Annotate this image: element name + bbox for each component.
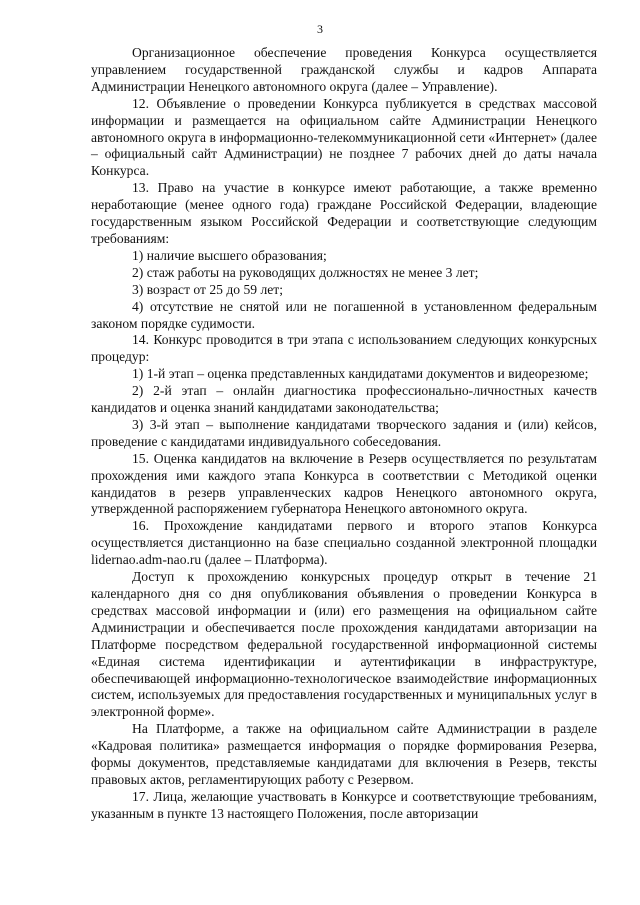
document-body	[91, 45, 597, 823]
paragraph-access: Доступ к прохождению конкурсных процедур открыт в течение 21 календарного дня со дня опубликования объявления о проведении Конкурса в средствах массовой информации и (или) его размещения на официальном сайте Администрации и обеспечивается после прохождения кандидатами авторизации на Платформе посредством федеральной государственной информационной системы «Единая система идентификации и аутентификации в инфраструктуре, обеспечивающей информационно-технологическое взаимодействие информационных систем, используемых для предоставления государственных и муниципальных услуг в электронной форме».	[91, 569, 597, 720]
paragraph-14-stages: 14. Конкурс проводится в три этапа с использованием следующих конкурсных процедур:	[91, 332, 597, 365]
requirement-item-3: 3) возраст от 25 до 59 лет;	[132, 281, 284, 297]
paragraph-organization: Организационное обеспечение проведения Конкурса осуществляется управлением государственной гражданской службы и кадров Аппарата Администрации Ненецкого автономного округа (далее – Управление).	[91, 45, 597, 94]
paragraph-17-applicants: 17. Лица, желающие участвовать в Конкурсе и соответствующие требованиям, указанным в пункте 13 настоящего Положения, после авторизации	[91, 788, 597, 821]
requirement-item-1: 1) наличие высшего образования;	[132, 247, 327, 263]
page-number: 3	[317, 22, 323, 36]
paragraph-13-eligibility: 13. Право на участие в конкурсе имеют работающие, а также временно неработающие (менее одного года) граждане Российской Федерации, владеющие государственным языком Российской Федерации и соответствующие следующим требованиям:	[91, 180, 597, 246]
stage-item-1: 1) 1-й этап – оценка представленных кандидатами документов и видеорезюме;	[132, 366, 589, 382]
paragraph-platform-info: На Платформе, а также на официальном сайте Администрации в разделе «Кадровая политика» размещается информация о порядке формирования Резерва, формы документов, представляемые кандидатами для включения в Резерв, тексты правовых актов, регламентирующих работу с Резервом.	[91, 721, 597, 787]
paragraph-16-platform: 16. Прохождение кандидатами первого и второго этапов Конкурса осуществляется дистанционно на базе специально созданной электронной площадки lidernao.adm-nao.ru (далее – Платформа).	[91, 518, 597, 568]
requirement-item-2: 2) стаж работы на руководящих должностях не менее 3 лет;	[132, 264, 479, 280]
paragraph-12-announcement: 12. Объявление о проведении Конкурса публикуется в средствах массовой информации и размещается на официальном сайте Администрации Ненецкого автономного округа в информационно-телекоммуникационной сети «Интернет» (далее – официальный сайт Администрации) не позднее 7 рабочих дней до даты начала Конкурса.	[91, 95, 597, 179]
stage-item-3: 3) 3-й этап – выполнение кандидатами творческого задания и (или) кейсов, проведение с кандидатами индивидуального собеседования.	[91, 416, 597, 449]
paragraph-15-evaluation: 15. Оценка кандидатов на включение в Резерв осуществляется по результатам прохождения ими каждого этапа Конкурса в соответствии с Методикой оценки кандидатов в резерв управленческих кадров Ненецкого автономного округа, утвержденной распоряжением губернатора Ненецкого автономного округа.	[91, 450, 597, 517]
stage-item-2: 2) 2-й этап – онлайн диагностика профессионально-личностных качеств кандидатов и оценка знаний кандидатами законодательства;	[91, 383, 597, 416]
requirement-item-4: 4) отсутствие не снятой или не погашенной в установленном федеральным законом порядке судимости.	[91, 298, 597, 331]
